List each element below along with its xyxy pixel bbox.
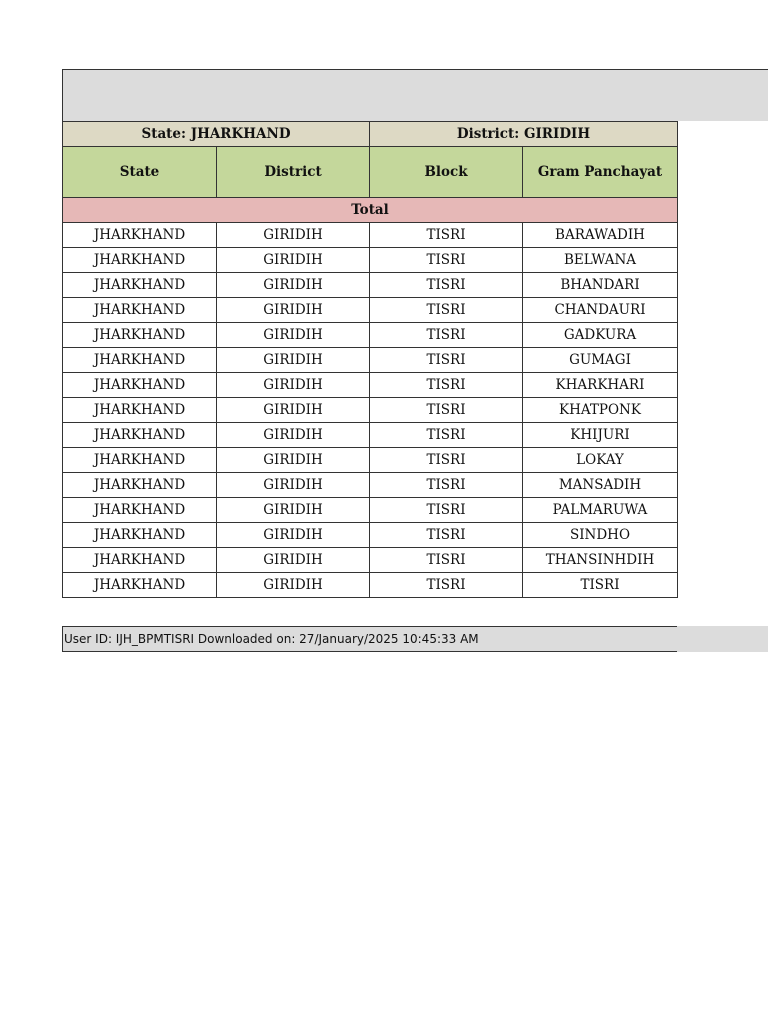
cell-state: JHARKHAND (63, 398, 217, 423)
cell-state: JHARKHAND (63, 373, 217, 398)
table-row (63, 573, 678, 598)
cell-block: TISRI (370, 473, 523, 498)
table-row (63, 223, 678, 248)
cell-block: TISRI (370, 573, 523, 598)
cell-gram-panchayat: TISRI (523, 573, 678, 598)
report-table (62, 121, 678, 598)
cell-block: TISRI (370, 248, 523, 273)
cell-gram-panchayat: SINDHO (523, 523, 678, 548)
cell-block: TISRI (370, 398, 523, 423)
table-row (63, 248, 678, 273)
cell-district: GIRIDIH (217, 223, 370, 248)
cell-state: JHARKHAND (63, 473, 217, 498)
table-row (63, 398, 678, 423)
cell-district: GIRIDIH (217, 323, 370, 348)
cell-state: JHARKHAND (63, 223, 217, 248)
cell-gram-panchayat: KHARKHARI (523, 373, 678, 398)
cell-district: GIRIDIH (217, 473, 370, 498)
cell-state: JHARKHAND (63, 423, 217, 448)
cell-state: JHARKHAND (63, 573, 217, 598)
column-header-row (63, 147, 678, 198)
download-info: User ID: IJH_BPMTISRI Downloaded on: 27/January/2025 10:45:33 AM (64, 632, 479, 646)
cell-state: JHARKHAND (63, 248, 217, 273)
cell-state: JHARKHAND (63, 498, 217, 523)
cell-gram-panchayat: GUMAGI (523, 348, 678, 373)
state-header: State: JHARKHAND (63, 122, 370, 147)
meta-header-row (63, 122, 678, 147)
cell-state: JHARKHAND (63, 448, 217, 473)
cell-gram-panchayat: BELWANA (523, 248, 678, 273)
cell-district: GIRIDIH (217, 248, 370, 273)
cell-district: GIRIDIH (217, 498, 370, 523)
table-row (63, 548, 678, 573)
cell-gram-panchayat: KHIJURI (523, 423, 678, 448)
cell-district: GIRIDIH (217, 548, 370, 573)
cell-block: TISRI (370, 273, 523, 298)
cell-state: JHARKHAND (63, 298, 217, 323)
cell-district: GIRIDIH (217, 373, 370, 398)
table-row (63, 373, 678, 398)
cell-gram-panchayat: KHATPONK (523, 398, 678, 423)
cell-gram-panchayat: BHANDARI (523, 273, 678, 298)
cell-state: JHARKHAND (63, 548, 217, 573)
cell-block: TISRI (370, 373, 523, 398)
table-row (63, 498, 678, 523)
cell-block: TISRI (370, 498, 523, 523)
cell-state: JHARKHAND (63, 523, 217, 548)
cell-district: GIRIDIH (217, 298, 370, 323)
cell-state: JHARKHAND (63, 323, 217, 348)
cell-state: JHARKHAND (63, 273, 217, 298)
table-row (63, 523, 678, 548)
cell-block: TISRI (370, 298, 523, 323)
cell-block: TISRI (370, 523, 523, 548)
cell-district: GIRIDIH (217, 573, 370, 598)
cell-gram-panchayat: THANSINHDIH (523, 548, 678, 573)
cell-district: GIRIDIH (217, 448, 370, 473)
table-row (63, 423, 678, 448)
report-title-banner (62, 69, 768, 121)
cell-gram-panchayat: BARAWADIH (523, 223, 678, 248)
table-row (63, 348, 678, 373)
table-body (63, 223, 678, 598)
cell-gram-panchayat: GADKURA (523, 323, 678, 348)
cell-gram-panchayat: MANSADIH (523, 473, 678, 498)
total-label: Total (63, 198, 678, 223)
cell-gram-panchayat: CHANDAURI (523, 298, 678, 323)
cell-block: TISRI (370, 423, 523, 448)
cell-district: GIRIDIH (217, 348, 370, 373)
cell-district: GIRIDIH (217, 398, 370, 423)
table-row (63, 473, 678, 498)
cell-district: GIRIDIH (217, 273, 370, 298)
column-header-district: District (217, 147, 370, 198)
column-header-gram-panchayat: Gram Panchayat (523, 147, 678, 198)
cell-gram-panchayat: LOKAY (523, 448, 678, 473)
cell-block: TISRI (370, 323, 523, 348)
cell-block: TISRI (370, 548, 523, 573)
column-header-state: State (63, 147, 217, 198)
cell-gram-panchayat: PALMARUWA (523, 498, 678, 523)
cell-district: GIRIDIH (217, 423, 370, 448)
column-header-block: Block (370, 147, 523, 198)
cell-block: TISRI (370, 348, 523, 373)
table-row (63, 273, 678, 298)
cell-block: TISRI (370, 448, 523, 473)
cell-block: TISRI (370, 223, 523, 248)
table-row (63, 298, 678, 323)
total-row (63, 198, 678, 223)
table-row (63, 323, 678, 348)
cell-state: JHARKHAND (63, 348, 217, 373)
cell-district: GIRIDIH (217, 523, 370, 548)
district-header: District: GIRIDIH (370, 122, 678, 147)
table-row (63, 448, 678, 473)
